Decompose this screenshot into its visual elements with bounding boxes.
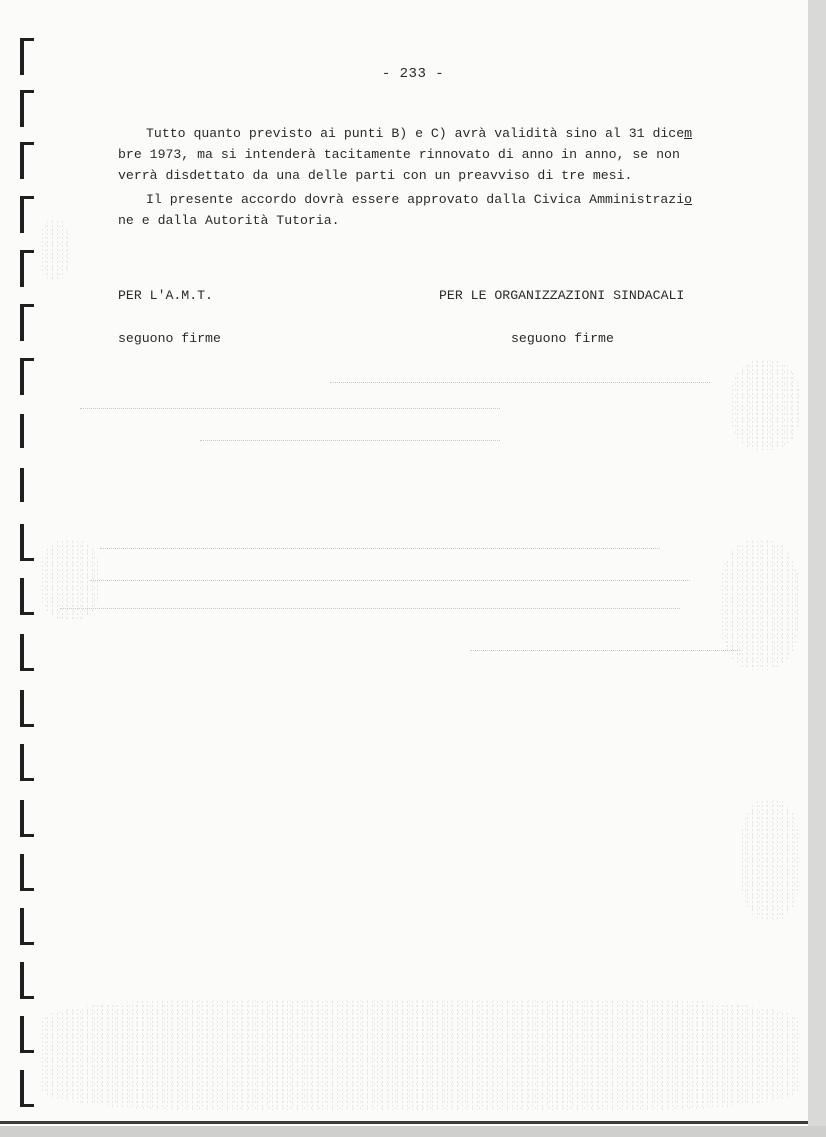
bleed-through-line	[90, 580, 690, 582]
text-line: verrà disdettato da una delle parti con un preavviso di tre mesi.	[118, 168, 633, 183]
binder-bracket	[20, 744, 34, 781]
scan-noise	[720, 540, 800, 670]
scan-noise	[40, 1000, 800, 1110]
signatory-unions-title: PER LE ORGANIZZAZIONI SINDACALI	[439, 288, 685, 303]
text-line: ne e dalla Autorità Tutoria.	[118, 213, 340, 228]
scan-noise	[740, 800, 800, 920]
page-number: - 233 -	[381, 66, 445, 82]
signatory-unions-signatures: seguono firme	[511, 331, 614, 346]
signatory-amt-signatures: seguono firme	[118, 331, 221, 346]
binder-bracket	[20, 524, 34, 561]
binder-bracket	[20, 304, 34, 341]
bleed-through-line	[100, 548, 660, 550]
scan-margin-bottom	[0, 1126, 826, 1137]
binder-bracket	[20, 634, 34, 671]
binder-bracket	[20, 1070, 34, 1107]
binder-bracket	[20, 358, 34, 395]
binder-bracket	[20, 578, 34, 615]
signatory-amt-title: PER L'A.M.T.	[118, 288, 213, 303]
binder-bracket	[20, 800, 34, 837]
binder-bracket	[20, 142, 34, 179]
binder-bracket	[20, 250, 34, 287]
paragraph-validity	[118, 123, 718, 186]
binder-bracket	[20, 962, 34, 999]
paragraph-approval	[118, 189, 718, 231]
bleed-through-line	[470, 650, 740, 652]
bleed-through-line	[330, 382, 710, 384]
scan-noise	[730, 360, 800, 450]
binder-bracket	[20, 1016, 34, 1053]
text-line: Il presente accordo dovrà essere approvato dalla Civica Amministrazio	[146, 192, 693, 207]
text-line: Tutto quanto previsto ai punti B) e C) avrà validità sino al 31 dicem	[146, 126, 693, 141]
bleed-through-line	[80, 408, 500, 410]
binder-bracket	[20, 854, 34, 891]
bleed-through-line	[60, 608, 680, 610]
text-line: bre 1973, ma si intenderà tacitamente rinnovato di anno in anno, se non	[118, 147, 680, 162]
binder-bracket	[20, 196, 34, 233]
binder-bracket	[20, 908, 34, 945]
binder-bracket	[20, 468, 34, 502]
binder-bracket	[20, 90, 34, 127]
scan-margin-right	[808, 0, 826, 1137]
binder-bracket	[20, 414, 34, 448]
scan-noise	[40, 540, 100, 620]
scan-noise	[40, 220, 70, 280]
binder-bracket	[20, 690, 34, 727]
page-bottom-edge	[0, 1121, 808, 1124]
bleed-through-line	[200, 440, 500, 442]
